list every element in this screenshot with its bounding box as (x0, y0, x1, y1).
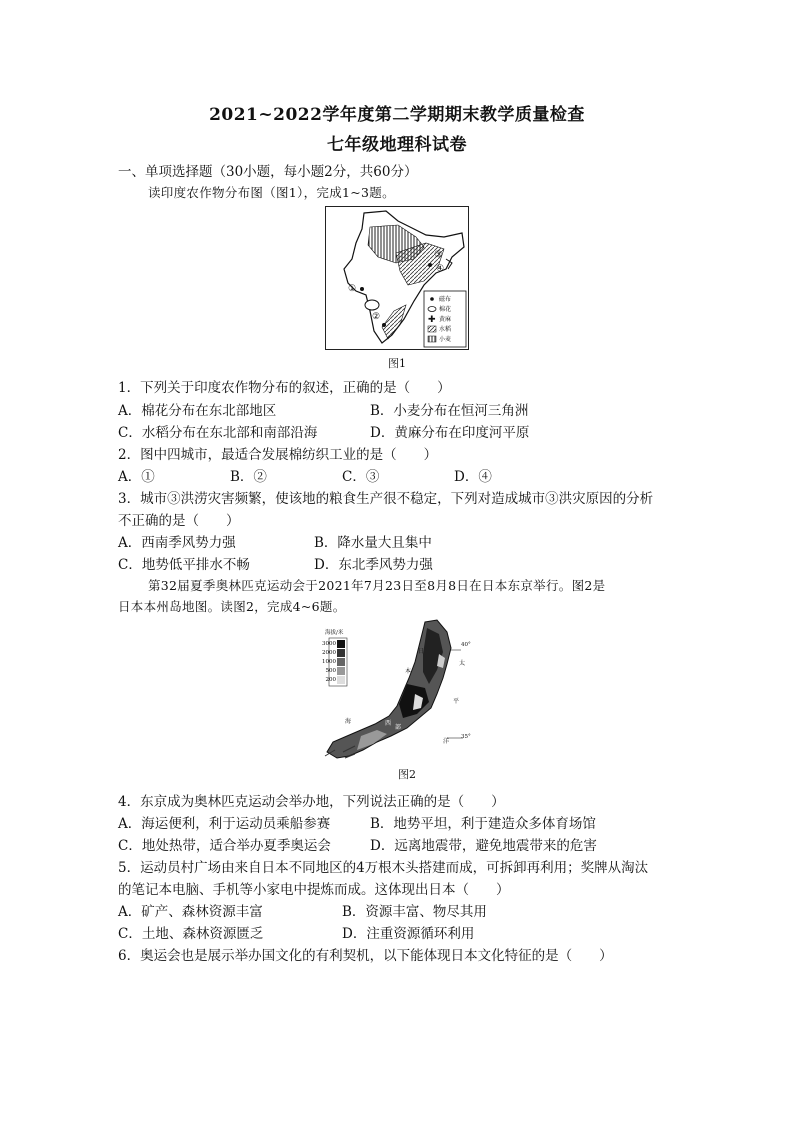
legend-rice-icon (428, 326, 436, 332)
lat-label-40: 40° (461, 642, 471, 648)
legend-value: 3000 (322, 641, 336, 647)
q2-option-d: D．④ (454, 469, 492, 485)
marker-label: ③ (434, 250, 443, 260)
legend-label: 小麦 (439, 336, 452, 343)
city-marker (382, 323, 386, 327)
map-label: 太 (459, 660, 466, 667)
legend-cotton-icon (428, 307, 436, 312)
map-label: 部 (395, 724, 402, 731)
q5-option-c: C．土地、森林资源匮乏 (118, 926, 264, 942)
elevation-legend-values (318, 640, 336, 685)
q3-option-a: A．西南季风势力强 (118, 535, 236, 551)
japan-honshu-map (315, 618, 475, 763)
legend-label: 磁布 (439, 296, 452, 303)
q6-stem: 6．奥运会也是展示举办国文化的有利契机，以下能体现日本文化特征的是（ ） (118, 948, 613, 964)
legend-value: 1000 (322, 659, 336, 665)
q5-stem-line2: 的笔记本电脑、手机等小家电中提炼而成。这体现出日本（ ） (118, 882, 510, 898)
legend-label: 水稻 (439, 326, 452, 333)
map-label: 洋 (443, 738, 450, 745)
lat-label-35: 35° (461, 734, 471, 740)
japan-map-svg (315, 618, 475, 763)
q4-option-c: C．地处热带，适合举办夏季奥运会 (118, 838, 331, 854)
q5-option-b: B．资源丰富、物尽其用 (342, 904, 487, 920)
q1-option-c: C．水稻分布在东北部和南部沿海 (118, 425, 318, 441)
legend-value: 2000 (322, 650, 336, 656)
legend-label: 黄麻 (439, 316, 452, 323)
q5-option-d: D．注重资源循环利用 (342, 926, 475, 942)
q3-option-c: C．地势低平排水不畅 (118, 557, 250, 573)
q1-option-a: A．棉花分布在东北部地区 (118, 403, 277, 419)
legend-swatch-1000 (337, 658, 345, 666)
exam-subtitle: 七年级地理科试卷 (327, 135, 467, 155)
city-marker (428, 263, 432, 267)
fig1-legend (439, 295, 451, 345)
legend-swatch-200 (337, 676, 345, 684)
q1-option-d: D．黄麻分布在印度河平原 (370, 425, 530, 441)
q2-stem: 2．图中四城市，最适合发展棉纺织工业的是（ ） (118, 447, 438, 463)
section-heading: 一、单项选择题（30小题，每小题2分，共60分） (118, 164, 418, 180)
elevation-legend-title: 海拔/米 (325, 630, 344, 636)
map-label: 日 (418, 648, 425, 655)
legend-swatch-2000 (337, 649, 345, 657)
q3-option-b: B．降水量大且集中 (314, 535, 432, 551)
q3-stem-line2: 不正确的是（ ） (118, 513, 240, 529)
q4-option-d: D．远离地震带，避免地震带来的危害 (370, 838, 597, 854)
india-crop-map (325, 206, 469, 350)
intro-fig2-line2: 日本本州岛地图。读图2，完成4~6题。 (118, 599, 346, 614)
q1-option-b: B．小麦分布在恒河三角洲 (370, 403, 529, 419)
q4-stem: 4．东京成为奥林匹克运动会举办地，下列说法正确的是（ ） (118, 794, 505, 810)
q3-stem-line1: 3．城市③洪涝灾害频繁，使该地的粮食生产很不稳定，下列对造成城市③洪灾原因的分析 (118, 491, 654, 507)
q4-option-b: B．地势平坦，利于建造众多体育场馆 (370, 816, 596, 832)
legend-dot-icon (430, 297, 434, 301)
fig1-caption: 图1 (388, 357, 406, 370)
q4-option-a: A．海运便利，利于运动员乘船参赛 (118, 816, 331, 832)
legend-label: 棉花 (439, 306, 452, 313)
q2-option-a: A．① (118, 469, 155, 485)
q2-option-c: C．③ (342, 469, 380, 485)
legend-value: 500 (325, 668, 336, 674)
q2-option-b: B．② (230, 469, 267, 485)
legend-wheat-icon (428, 336, 436, 342)
q3-option-d: D．东北季风势力强 (314, 557, 433, 573)
fig2-caption: 图2 (398, 768, 416, 781)
q5-stem-line1: 5．运动员村广场由来自日本不同地区的4万根木头搭建而成，可拆卸再利用；奖牌从淘汰 (118, 860, 649, 876)
map-label: 海 (345, 718, 352, 725)
legend-swatch-500 (337, 667, 345, 675)
q5-option-a: A．矿产、森林资源丰富 (118, 904, 263, 920)
marker-label: ② (372, 312, 381, 322)
exam-title: 2021~2022学年度第二学期期末教学质量检查 (209, 105, 585, 125)
city-marker (360, 287, 364, 291)
map-label: 本 (405, 668, 412, 675)
marker-label: ④ (436, 264, 445, 274)
cotton-region (365, 300, 379, 310)
legend-jute-icon: ✚ (428, 315, 436, 325)
intro-fig1: 读印度农作物分布图（图1），完成1~3题。 (148, 185, 395, 200)
legend-swatch-3000 (337, 640, 345, 648)
map-label: 平 (453, 698, 460, 705)
map-label: 西 (385, 720, 392, 727)
intro-fig2-line1: 第32届夏季奥林匹克运动会于2021年7月23日至8月8日在日本东京举行。图2是 (148, 578, 606, 593)
q1-stem: 1．下列关于印度农作物分布的叙述，正确的是（ ） (118, 380, 451, 396)
marker-label: ① (348, 284, 357, 294)
legend-value: 200 (325, 677, 336, 683)
